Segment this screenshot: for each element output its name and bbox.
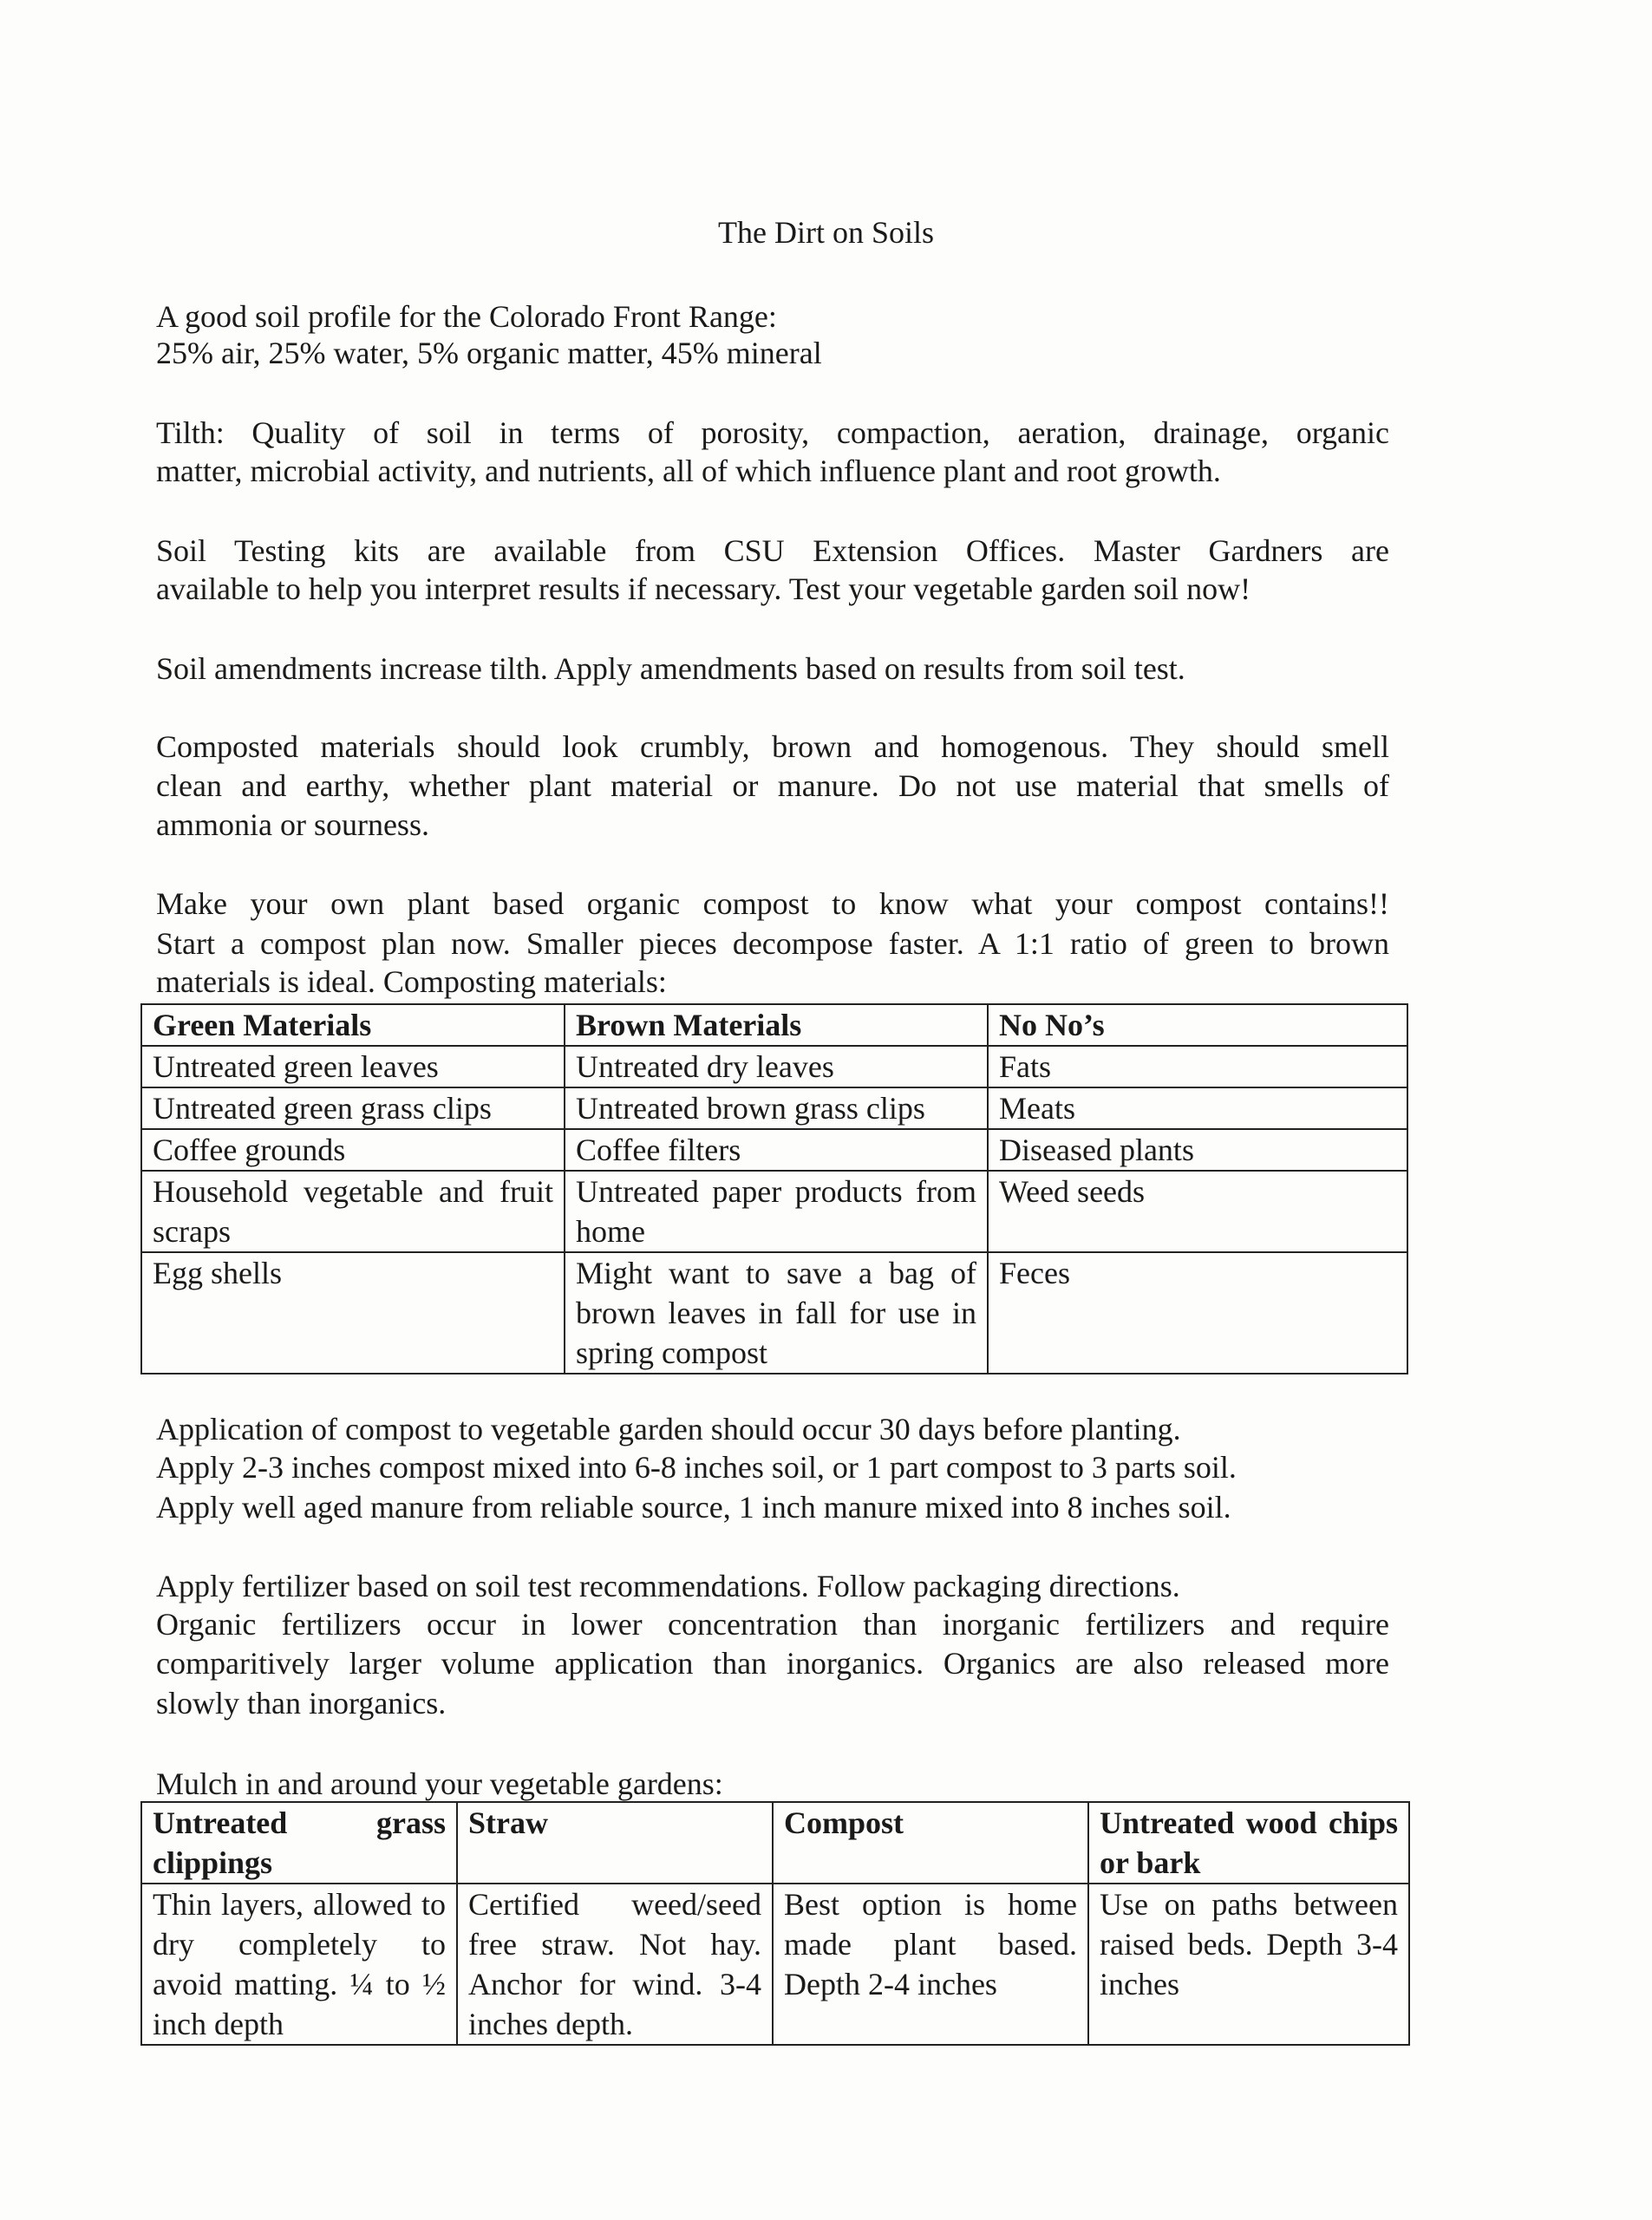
table-cell: Untreated paper products from home: [565, 1171, 988, 1252]
table-cell: Untreated brown grass clips: [565, 1087, 988, 1129]
fertilizer-line-3: comparitively larger volume application than inorganics. Organics are also released more: [156, 1646, 1389, 1681]
header-grass-clippings: Untreated grass clippings: [141, 1802, 457, 1884]
header-wood-chips: Untreated wood chips or bark: [1088, 1802, 1409, 1884]
composted-line-3: ammonia or sourness.: [156, 807, 429, 842]
table-row: [141, 1087, 1407, 1129]
table-cell: Egg shells: [141, 1252, 565, 1374]
application-line-2: Apply 2-3 inches compost mixed into 6-8 inches soil, or 1 part compost to 3 parts soil.: [156, 1450, 1237, 1485]
table-row: [141, 1884, 1409, 2045]
soil-profile-line-1: A good soil profile for the Colorado Front Range:: [156, 299, 777, 334]
table-cell: Household vegetable and fruit scraps: [141, 1171, 565, 1252]
mulch-table: [140, 1801, 1410, 2046]
table-cell: Certified weed/seed free straw. Not hay. Anchor for wind. 3-4 inches depth.: [457, 1884, 773, 2045]
table-cell: Diseased plants: [988, 1129, 1407, 1171]
document-title: The Dirt on Soils: [718, 215, 934, 250]
application-line-3: Apply well aged manure from reliable source, 1 inch manure mixed into 8 inches soil.: [156, 1490, 1231, 1525]
composting-materials-table: [140, 1003, 1408, 1374]
table-header-row: [141, 1802, 1409, 1884]
header-brown-materials: Brown Materials: [565, 1004, 988, 1046]
table-cell: Coffee filters: [565, 1129, 988, 1171]
header-no-nos: No No’s: [988, 1004, 1407, 1046]
table-cell: Might want to save a bag of brown leaves in fall for use in spring compost: [565, 1252, 988, 1374]
table-row: [141, 1129, 1407, 1171]
mulch-intro: Mulch in and around your vegetable gardens:: [156, 1766, 723, 1801]
header-straw: Straw: [457, 1802, 773, 1884]
table-cell: Untreated green leaves: [141, 1046, 565, 1087]
soil-testing-line-2: available to help you interpret results if necessary. Test your vegetable garden soil now!: [156, 571, 1251, 606]
soil-testing-line-1: Soil Testing kits are available from CSU Extension Offices. Master Gardners are: [156, 533, 1389, 568]
table-cell: Fats: [988, 1046, 1407, 1087]
table-row: [141, 1252, 1407, 1374]
composted-line-2: clean and earthy, whether plant material or manure. Do not use material that smells of: [156, 768, 1389, 803]
tilth-line-2: matter, microbial activity, and nutrients, all of which influence plant and root growth.: [156, 454, 1221, 488]
tilth-line-1: Tilth: Quality of soil in terms of porosity, compaction, aeration, drainage, organic: [156, 415, 1389, 450]
table-cell: Use on paths between raised beds. Depth 3-4 inches: [1088, 1884, 1409, 2045]
make-compost-line-3: materials is ideal. Composting materials:: [156, 964, 667, 999]
header-green-materials: Green Materials: [141, 1004, 565, 1046]
table-cell: Weed seeds: [988, 1171, 1407, 1252]
make-compost-line-1: Make your own plant based organic compost to know what your compost contains!!: [156, 886, 1389, 921]
soil-profile-line-2: 25% air, 25% water, 5% organic matter, 45% mineral: [156, 336, 822, 370]
table-cell: Best option is home made plant based. Depth 2-4 inches: [773, 1884, 1088, 2045]
table-cell: Untreated dry leaves: [565, 1046, 988, 1087]
table-cell: Feces: [988, 1252, 1407, 1374]
fertilizer-line-1: Apply fertilizer based on soil test recommendations. Follow packaging directions.: [156, 1569, 1180, 1603]
fertilizer-line-4: slowly than inorganics.: [156, 1686, 447, 1720]
table-header-row: [141, 1004, 1407, 1046]
table-cell: Meats: [988, 1087, 1407, 1129]
table-row: [141, 1046, 1407, 1087]
fertilizer-line-2: Organic fertilizers occur in lower concentration than inorganic fertilizers and require: [156, 1607, 1389, 1642]
application-line-1: Application of compost to vegetable garden should occur 30 days before planting.: [156, 1412, 1181, 1446]
table-cell: Thin layers, allowed to dry completely to avoid matting. ¼ to ½ inch depth: [141, 1884, 457, 2045]
header-compost: Compost: [773, 1802, 1088, 1884]
table-cell: Untreated green grass clips: [141, 1087, 565, 1129]
soil-amendments-line: Soil amendments increase tilth. Apply amendments based on results from soil test.: [156, 651, 1185, 686]
table-cell: Coffee grounds: [141, 1129, 565, 1171]
composted-line-1: Composted materials should look crumbly, brown and homogenous. They should smell: [156, 729, 1389, 764]
make-compost-line-2: Start a compost plan now. Smaller pieces decompose faster. A 1:1 ratio of green to brown: [156, 926, 1389, 961]
table-row: [141, 1171, 1407, 1252]
